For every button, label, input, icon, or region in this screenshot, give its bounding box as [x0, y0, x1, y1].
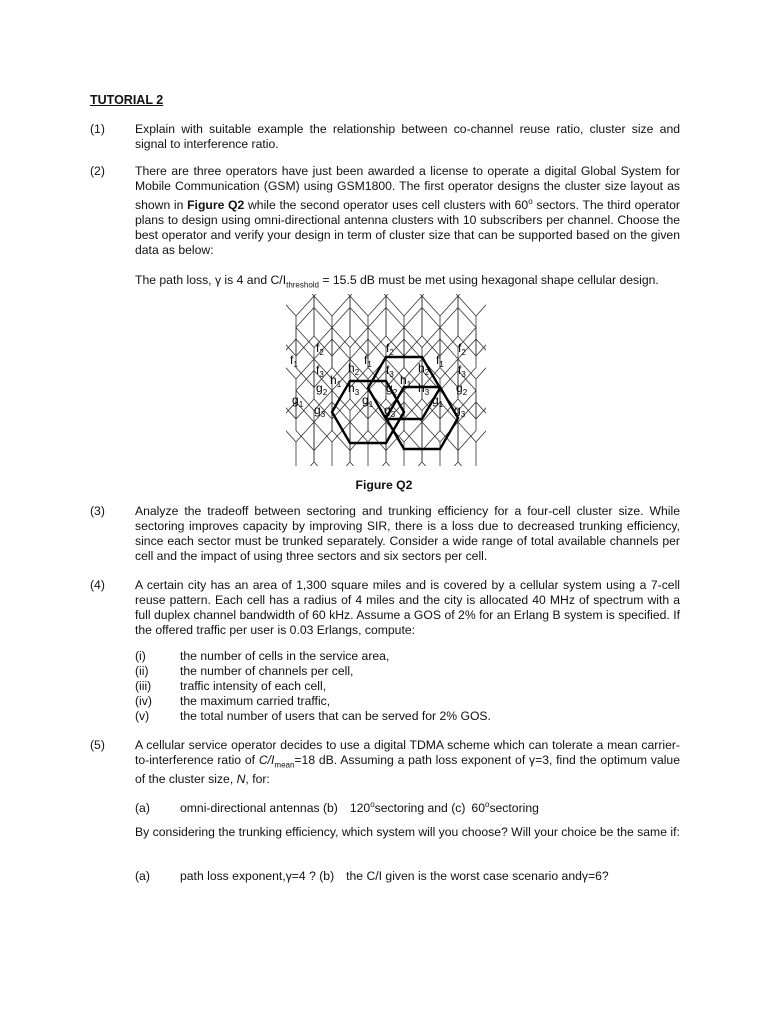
cube-edge [440, 328, 458, 348]
cube-edge [296, 359, 314, 379]
cube-edge [422, 296, 440, 316]
cube-edge [422, 328, 440, 348]
figure-q2-hex-diagram [286, 294, 486, 466]
cube-edge [314, 296, 332, 316]
label-g2: $g_2$ [456, 381, 468, 397]
question-5-follow-up [90, 825, 680, 840]
label-g1: $g_1$ [292, 393, 304, 409]
question-4 [90, 578, 680, 638]
label-f1: $f_1$ [290, 353, 298, 369]
cube-edge [458, 422, 476, 442]
label-g3: $g_3$ [384, 403, 396, 419]
question-1 [90, 122, 680, 152]
list-item: (v) the total number of users that can be served for 2% GOS. [135, 709, 491, 723]
cube-edge [314, 422, 332, 442]
label-g1: $g_1$ [362, 393, 374, 409]
label-h1: $h_1$ [400, 373, 412, 389]
cube-edge [476, 422, 486, 442]
cube-edge [332, 328, 350, 348]
label-f1: $f_1$ [436, 353, 444, 369]
figure-caption: Figure Q2 [355, 478, 413, 492]
question-text: Explain with suitable example the relationship between co-channel reuse ratio, cluster size and signal to interference ratio. [135, 122, 680, 151]
label-f1: $f_1$ [364, 353, 372, 369]
list-item: (iv) the maximum carried traffic, [135, 694, 331, 708]
label-g1: $g_1$ [432, 393, 444, 409]
hex-cell [286, 402, 314, 466]
cube-edge [296, 328, 314, 348]
label-g3: $g_3$ [454, 403, 466, 419]
cube-edge [286, 296, 296, 316]
label-h1: $h_1$ [330, 373, 342, 389]
cube-edge [440, 296, 458, 316]
cube-edge [286, 422, 296, 442]
label-f3: $f_3$ [316, 363, 324, 379]
cube-edge [368, 422, 386, 442]
cube-edge [296, 296, 314, 316]
question-text: A cellular service operator decides to use a digital TDMA scheme which can tolerate a mean carrier-to-interference ratio of $C/I_{mean}=18$ dB. Assuming a path loss exponent of γ=3, find the optimum value of the cluster size, N, for: [135, 738, 680, 787]
cube-edge [386, 296, 404, 316]
cube-edge [332, 296, 350, 316]
question-5 [90, 738, 680, 787]
cube-edge [350, 422, 368, 442]
label-g2: $g_2$ [316, 381, 328, 397]
cube-edge [458, 296, 476, 316]
label-g2: $g_2$ [386, 381, 398, 397]
question-5-options: (a) omni-directional antennas (b) 120$^o$sectoring and (c) 60$^o$sectoring [135, 800, 539, 816]
label-h2: $h_2$ [418, 361, 430, 377]
cube-edge [404, 422, 422, 442]
question-number: (5) [90, 738, 105, 752]
cube-edge [476, 296, 486, 316]
question-2 [90, 164, 680, 293]
cube-edge [350, 328, 368, 348]
cube-edge [404, 328, 422, 348]
question-number: (1) [90, 122, 105, 136]
question-text: A certain city has an area of 1,300 square miles and is covered by a cellular system using a 7-cell reuse pattern. Each cell has a radius of 4 miles and the city is allocated 40 MHz of spectrum with a full duplex channel bandwidth of 60 kHz. Assume a GOS of 2% for an Erlang B system is specified. If the offered traffic per user is 0.03 Erlangs, compute: [135, 578, 680, 637]
list-item: (ii) the number of channels per cell, [135, 664, 354, 678]
label-h3: $h_3$ [348, 381, 360, 397]
question-4-subitems [135, 649, 675, 724]
hex-cell [458, 294, 486, 356]
tutorial-title: TUTORIAL 2 [90, 93, 164, 107]
label-f3: $f_3$ [458, 363, 466, 379]
question-text: Analyze the tradeoff between sectoring and trunking efficiency for a four-cell cluster size. While sectoring improves capacity by improving SIR, there is a loss due to decreased trunking efficiency, since each sector must be trunked separately. Consider a wide range of total available channels per cell and the impact of using three sectors and six sectors per cell. [135, 504, 680, 563]
label-h2: $h_2$ [348, 361, 360, 377]
hex-cell [286, 294, 314, 356]
label-f3: $f_3$ [386, 363, 394, 379]
label-f2: $f_2$ [316, 341, 324, 357]
path-loss-statement: The path loss, γ is 4 and $C/I_{threshold} = 15.5$ dB must be met using hexagonal shape cellular design. [135, 273, 659, 290]
label-f2: $f_2$ [386, 341, 394, 357]
list-item: (iii) traffic intensity of each cell, [135, 679, 327, 693]
label-h3: $h_3$ [418, 381, 430, 397]
cube-edge [368, 328, 386, 348]
cube-edge [422, 422, 440, 442]
label-f2: $f_2$ [458, 341, 466, 357]
question-5-conditions: (a) path loss exponent,γ=4 ? (b) the C/I given is the worst case scenario andγ=6? [135, 869, 609, 883]
label-g3: $g_3$ [314, 403, 326, 419]
list-item: (i) the number of cells in the service area, [135, 649, 390, 663]
cube-edge [476, 359, 486, 379]
question-text: By considering the trunking efficiency, which system will you choose? Will your choice be the same if: [135, 825, 680, 839]
cube-edge [350, 296, 368, 316]
question-number: (2) [90, 164, 105, 178]
cube-edge [368, 296, 386, 316]
question-text: There are three operators have just been awarded a license to operate a digital Global System for Mobile Communication (GSM) using GSM1800. The first operator designs the cluster size layout as shown in Figure Q2 while the second operator uses cell clusters with 60$^o$ sectors. The third operator plans to design using omni-directional antenna clusters with 10 subscribers per channel. Choose the best operator and verify your design in term of cluster size that can be supported based on the given data as below: [135, 164, 680, 258]
cube-edge [404, 296, 422, 316]
question-3 [90, 504, 680, 564]
question-number: (3) [90, 504, 105, 518]
question-number: (4) [90, 578, 105, 592]
cube-edge [296, 422, 314, 442]
